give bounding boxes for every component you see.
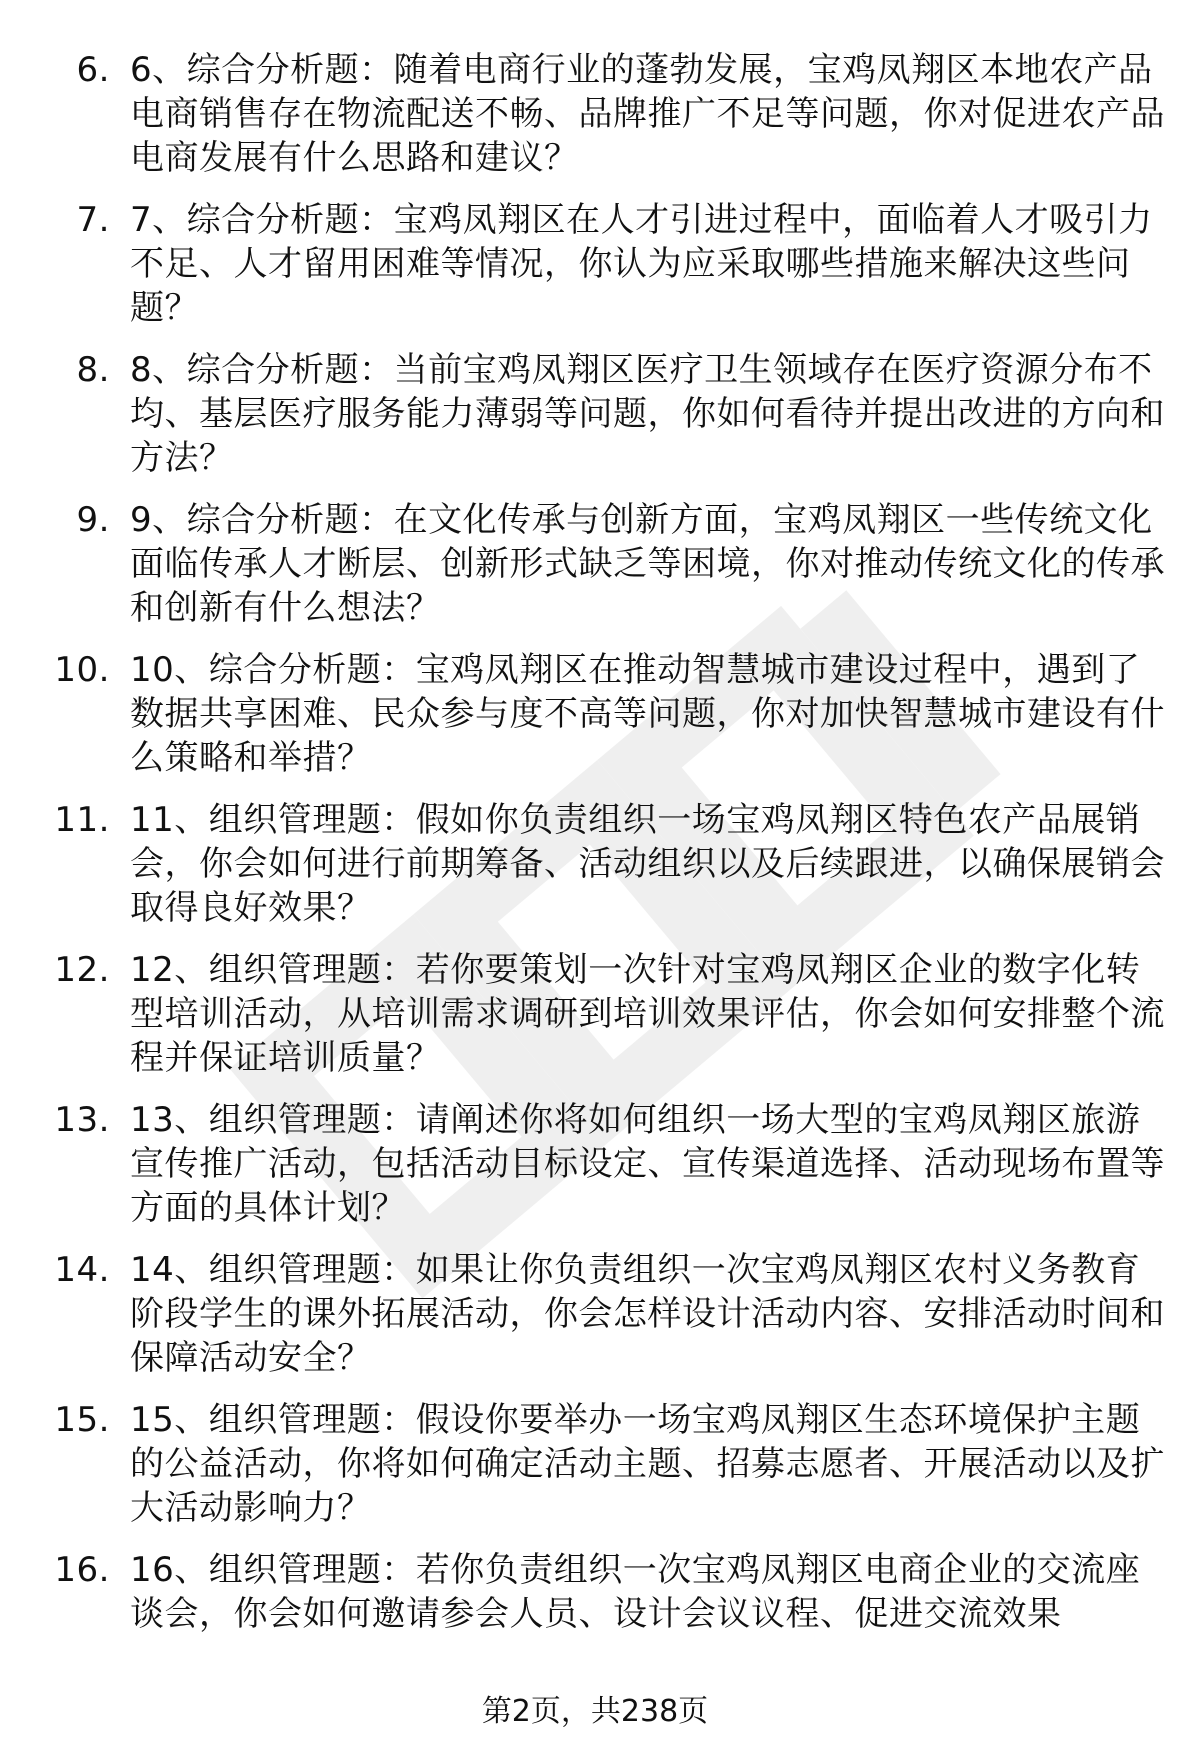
question-number: 9. bbox=[76, 500, 110, 540]
question-text: 16、组织管理题：若你负责组织一次宝鸡凤翔区电商企业的交流座谈会，你会如何邀请参会人员、设计会议议程、促进交流效果 bbox=[130, 1550, 1141, 1634]
question-item bbox=[0, 498, 1190, 630]
question-text: 9、综合分析题：在文化传承与创新方面，宝鸡凤翔区一些传统文化面临传承人才断层、创新形式缺乏等困境，你对推动传统文化的传承和创新有什么想法？ bbox=[130, 500, 1165, 628]
question-text: 15、组织管理题：假设你要举办一场宝鸡凤翔区生态环境保护主题的公益活动，你将如何确定活动主题、招募志愿者、开展活动以及扩大活动影响力？ bbox=[130, 1400, 1165, 1528]
question-item bbox=[0, 1548, 1190, 1636]
question-text: 12、组织管理题：若你要策划一次针对宝鸡凤翔区企业的数字化转型培训活动，从培训需求调研到培训效果评估，你会如何安排整个流程并保证培训质量？ bbox=[130, 950, 1165, 1078]
question-number: 6. bbox=[76, 50, 110, 90]
question-item bbox=[0, 198, 1190, 330]
question-text: 13、组织管理题：请阐述你将如何组织一场大型的宝鸡凤翔区旅游宣传推广活动，包括活动目标设定、宣传渠道选择、活动现场布置等方面的具体计划？ bbox=[130, 1100, 1165, 1228]
question-number: 15. bbox=[54, 1400, 110, 1440]
question-item bbox=[0, 1398, 1190, 1530]
question-number: 14. bbox=[54, 1250, 110, 1290]
question-item bbox=[0, 1098, 1190, 1230]
question-number: 10. bbox=[54, 650, 110, 690]
question-item bbox=[0, 1248, 1190, 1380]
question-number: 8. bbox=[76, 350, 110, 390]
question-item bbox=[0, 648, 1190, 780]
question-text: 7、综合分析题：宝鸡凤翔区在人才引进过程中，面临着人才吸引力不足、人才留用困难等情况，你认为应采取哪些措施来解决这些问题？ bbox=[130, 200, 1153, 328]
question-number: 12. bbox=[54, 950, 110, 990]
question-text: 6、综合分析题：随着电商行业的蓬勃发展，宝鸡凤翔区本地农产品电商销售存在物流配送不畅、品牌推广不足等问题，你对促进农产品电商发展有什么思路和建议？ bbox=[130, 50, 1165, 178]
question-number: 13. bbox=[54, 1100, 110, 1140]
question-item bbox=[0, 948, 1190, 1080]
question-text: 8、综合分析题：当前宝鸡凤翔区医疗卫生领域存在医疗资源分布不均、基层医疗服务能力薄弱等问题，你如何看待并提出改进的方向和方法？ bbox=[130, 350, 1165, 478]
question-text: 14、组织管理题：如果让你负责组织一次宝鸡凤翔区农村义务教育阶段学生的课外拓展活动，你会怎样设计活动内容、安排活动时间和保障活动安全？ bbox=[130, 1250, 1165, 1378]
question-text: 10、综合分析题：宝鸡凤翔区在推动智慧城市建设过程中，遇到了数据共享困难、民众参与度不高等问题，你对加快智慧城市建设有什么策略和举措？ bbox=[130, 650, 1165, 778]
question-number: 16. bbox=[54, 1550, 110, 1590]
question-list bbox=[0, 48, 1190, 1654]
question-item bbox=[0, 48, 1190, 180]
question-number: 11. bbox=[54, 800, 110, 840]
question-number: 7. bbox=[76, 200, 110, 240]
question-item bbox=[0, 348, 1190, 480]
page-footer bbox=[0, 1692, 1190, 1732]
page-number-label: 第2页，共238页 bbox=[481, 1694, 709, 1729]
question-text: 11、组织管理题：假如你负责组织一场宝鸡凤翔区特色农产品展销会，你会如何进行前期筹备、活动组织以及后续跟进，以确保展销会取得良好效果？ bbox=[130, 800, 1165, 928]
question-item bbox=[0, 798, 1190, 930]
